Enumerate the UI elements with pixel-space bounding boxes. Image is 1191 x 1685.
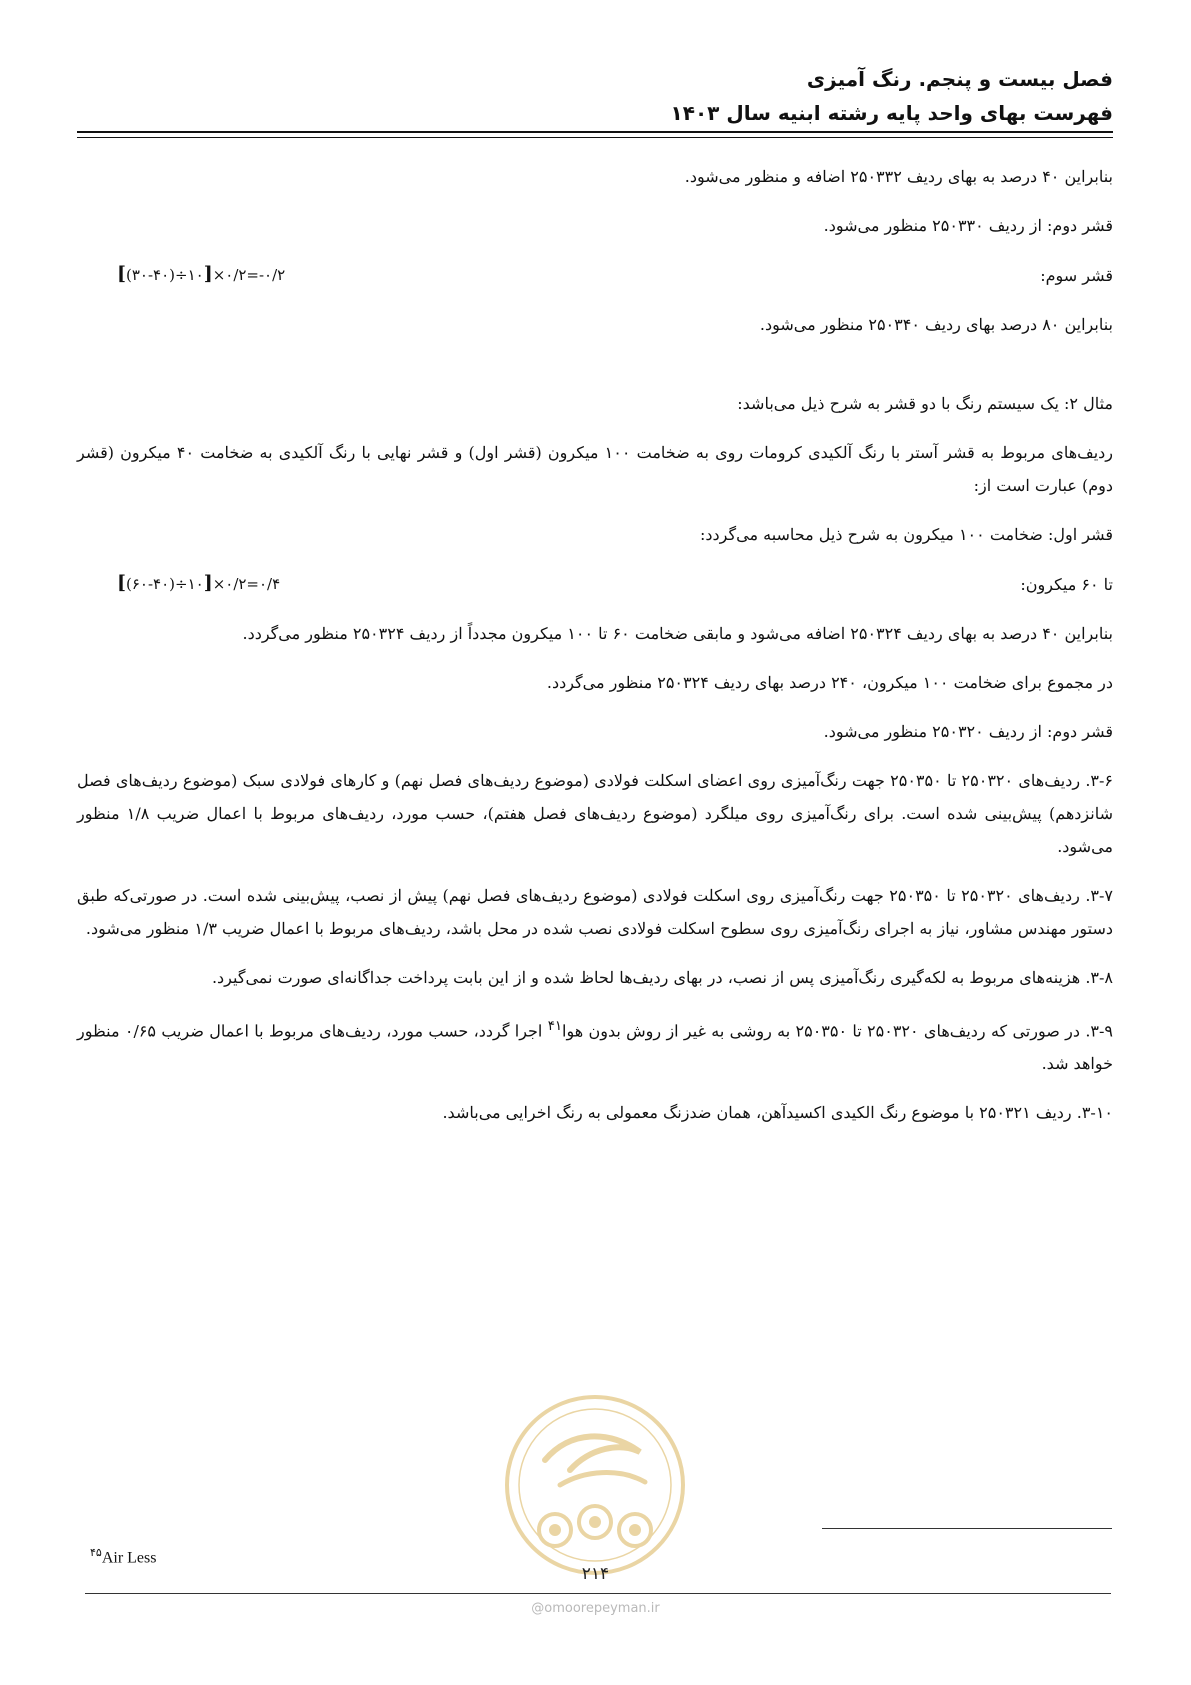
formula-1-label: قشر سوم:: [1040, 265, 1113, 285]
header-rule-thin: [77, 137, 1113, 138]
clause-3-9-text-start: ۳-۹. در صورتی که ردیف‌های ۲۵۰۳۲۰ تا ۲۵۰۳۵۰ به روشی به غیر از روش بدون هوا: [562, 1021, 1113, 1041]
formula-1-expression: [(۳۰-۴۰)÷۱۰]×۰/۲=-۰/۲: [117, 263, 286, 285]
clause-3-10: ۳-۱۰. ردیف ۲۵۰۳۲۱ با موضوع رنگ الکیدی اکسیدآهن، همان ضدزنگ معمولی به رنگ اخرایی می‌باشد.: [442, 1103, 1113, 1123]
clause-3-6: ۳-۶. ردیف‌های ۲۵۰۳۲۰ تا ۲۵۰۳۵۰ جهت رنگ‌آمیزی روی اعضای اسکلت فولادی (موضوع ردیف‌های فصل نهم) و کارهای فولادی سبک (موضوع ردیف‌های فصل شانزدهم) پیش‌بینی شده است. برای رنگ‌آمیزی روی میلگرد (موضوع ردیف‌های فصل هفتم)، حسب مورد، ردیف‌های مربوط با اعمال ضریب ۱/۸ منظور می‌شود.: [77, 771, 1114, 856]
page-number: ۲۱۴: [581, 1564, 610, 1584]
page-header: [77, 62, 1113, 130]
paragraph-2: قشر دوم: از ردیف ۲۵۰۳۳۰ منظور می‌شود.: [823, 216, 1113, 235]
formula-2-label: تا ۶۰ میکرون:: [1020, 574, 1113, 594]
watermark-seal-logo: [500, 1390, 690, 1580]
footnote-separator: [822, 1528, 1112, 1529]
formula-row-2: [77, 567, 1113, 601]
formula-2-inner: (۶۰-۴۰)÷۱۰: [126, 575, 204, 593]
formula-2-result: ×۰/۲=۰/۴: [212, 575, 281, 593]
formula-row-1: [77, 258, 1113, 292]
paragraph-6: قشر اول: ضخامت ۱۰۰ میکرون به شرح ذیل محاسبه می‌گردد:: [700, 525, 1113, 544]
formula-1-inner: (۳۰-۴۰)÷۱۰: [126, 266, 204, 284]
footnote-text: Air Less: [101, 1549, 157, 1567]
footer-rule: [85, 1593, 1111, 1594]
clause-3-9: [77, 1010, 1113, 1080]
formula-2-expression: [(۶۰-۴۰)÷۱۰]×۰/۲=۰/۴: [117, 572, 281, 594]
header-rule-thick: [77, 131, 1113, 133]
paragraph-5: ردیف‌های مربوط به قشر آستر با رنگ آلکیدی کرومات روی به ضخامت ۱۰۰ میکرون (قشر اول) و قشر نهایی با رنگ آلکیدی به ضخامت ۴۰ میکرون (قشر دوم) عبارت است از:: [77, 443, 1114, 495]
clause-3-7: ۳-۷. ردیف‌های ۲۵۰۳۲۰ تا ۲۵۰۳۵۰ جهت رنگ‌آمیزی روی اسکلت فولادی (موضوع ردیف‌های فصل نهم) پیش از نصب، پیش‌بینی شده است. در صورتی‌که طبق دستور مهندس مشاور، نیاز به اجرای رنگ‌آمیزی روی سطوح اسکلت فولادی نصب شده در محل باشد، ردیف‌های مربوط با اعمال ضریب ۱/۳ منظور می‌شود.: [77, 886, 1114, 938]
chapter-title: فصل بیست و پنجم. رنگ آمیزی: [806, 67, 1113, 91]
paragraph-8: در مجموع برای ضخامت ۱۰۰ میکرون، ۲۴۰ درصد بهای ردیف ۲۵۰۳۲۴ منظور می‌گردد.: [546, 673, 1113, 692]
paragraph-example-2: مثال ۲: یک سیستم رنگ با دو قشر به شرح ذیل می‌باشد:: [737, 394, 1113, 413]
paragraph-1: بنابراین ۴۰ درصد به بهای ردیف ۲۵۰۳۳۲ اضافه و منظور می‌شود.: [684, 167, 1113, 186]
paragraph-3: بنابراین ۸۰ درصد بهای ردیف ۲۵۰۳۴۰ منظور می‌شود.: [759, 315, 1113, 334]
page-body: [77, 160, 1113, 1129]
document-subtitle: فهرست بهای واحد پایه رشته ابنیه سال ۱۴۰۳: [670, 101, 1113, 125]
footnote-reference: ۴۱: [547, 1019, 563, 1034]
clause-3-9-text-end: اجرا گردد، حسب مورد، ردیف‌های مربوط با اعمال ضریب ۰/۶۵ منظور خواهد شد.: [77, 1021, 1113, 1074]
footnote-marker: ۴۵: [90, 1547, 102, 1559]
formula-1-result: ×۰/۲=-۰/۲: [212, 266, 286, 284]
clause-3-8: ۳-۸. هزینه‌های مربوط به لکه‌گیری رنگ‌آمیزی پس از نصب، در بهای ردیف‌ها لحاظ شده و از این بابت پرداخت جداگانه‌ای صورت نمی‌گیرد.: [211, 968, 1113, 987]
paragraph-9: قشر دوم: از ردیف ۲۵۰۳۲۰ منظور می‌شود.: [823, 722, 1113, 741]
watermark-url: @omoorepeyman.ir: [531, 1601, 660, 1616]
paragraph-7: بنابراین ۴۰ درصد به بهای ردیف ۲۵۰۳۲۴ اضافه می‌شود و مابقی ضخامت ۶۰ تا ۱۰۰ میکرون مجدداً از ردیف ۲۵۰۳۲۴ منظور می‌گردد.: [242, 624, 1113, 643]
